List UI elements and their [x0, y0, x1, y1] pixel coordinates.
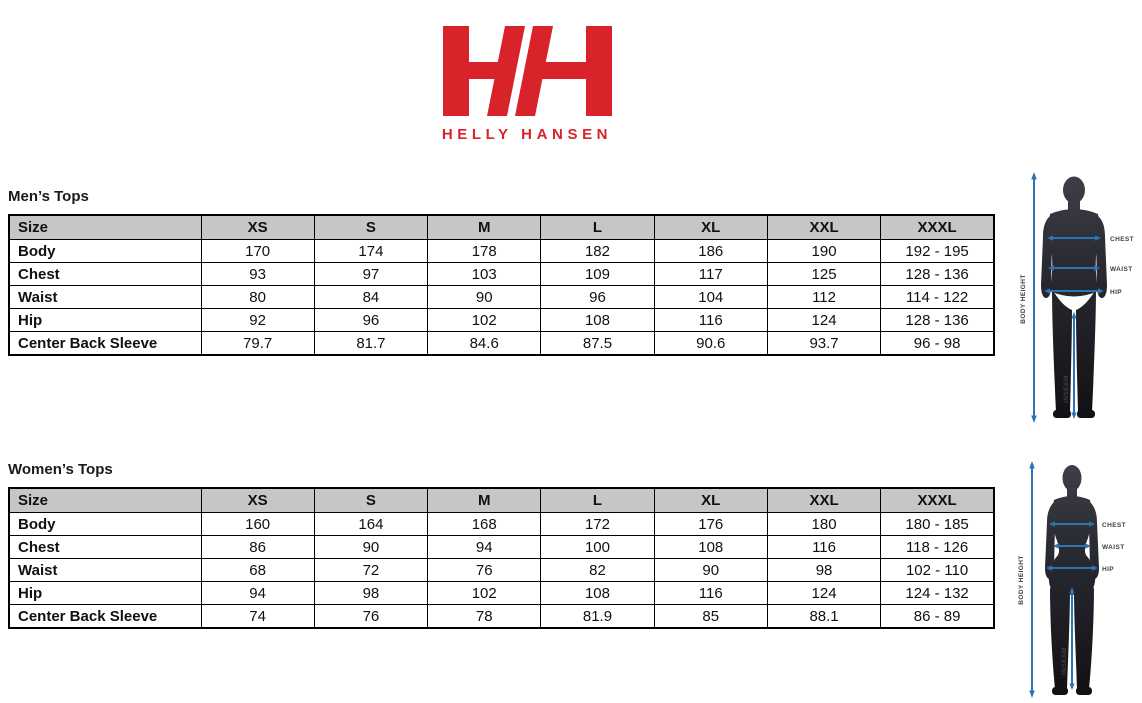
- measurement-value: 79.7: [201, 332, 314, 356]
- measurement-label: Chest: [9, 263, 201, 286]
- measurement-value: 108: [541, 309, 654, 332]
- measurement-row: [9, 286, 994, 309]
- measurement-value: 84: [314, 286, 427, 309]
- size-column-header: Size: [9, 215, 201, 240]
- measurement-row: [9, 263, 994, 286]
- size-header-row: [9, 488, 994, 513]
- measurement-value: 128 - 136: [881, 263, 994, 286]
- measurement-value: 116: [654, 582, 767, 605]
- measurement-value: 82: [541, 559, 654, 582]
- measurement-value: 86 - 89: [881, 605, 994, 629]
- measurement-value: 90: [428, 286, 541, 309]
- size-header-xl: XL: [654, 215, 767, 240]
- female-chest-label: CHEST: [1102, 522, 1127, 529]
- measurement-value: 109: [541, 263, 654, 286]
- measurement-value: 90.6: [654, 332, 767, 356]
- measurement-value: 117: [654, 263, 767, 286]
- female-hip-label: HIP: [1102, 566, 1115, 573]
- female-body-height-label: BODY HEIGHT: [1018, 555, 1025, 605]
- size-header-xxl: XXL: [767, 215, 880, 240]
- hh-emblem-icon: [443, 26, 612, 116]
- brand-wordmark: HELLY HANSEN: [441, 126, 613, 143]
- measurement-value: 116: [767, 536, 880, 559]
- measurement-value: 90: [654, 559, 767, 582]
- measurement-value: 186: [654, 240, 767, 263]
- mens-tops-size-table: [8, 214, 995, 356]
- measurement-value: 103: [428, 263, 541, 286]
- size-header-l: L: [541, 215, 654, 240]
- measurement-value: 90: [314, 536, 427, 559]
- size-header-s: S: [314, 215, 427, 240]
- measurement-row: [9, 332, 994, 356]
- measurement-label: Hip: [9, 309, 201, 332]
- male-waist-label: WAIST: [1110, 266, 1133, 273]
- size-header-s: S: [314, 488, 427, 513]
- size-header-l: L: [541, 488, 654, 513]
- measurement-value: 96 - 98: [881, 332, 994, 356]
- measurement-value: 178: [428, 240, 541, 263]
- measurement-label: Waist: [9, 559, 201, 582]
- measurement-value: 92: [201, 309, 314, 332]
- male-measurement-figure: [1012, 167, 1142, 428]
- measurement-value: 182: [541, 240, 654, 263]
- size-header-xl: XL: [654, 488, 767, 513]
- measurement-label: Body: [9, 240, 201, 263]
- measurement-value: 190: [767, 240, 880, 263]
- size-header-xxxl: XXXL: [881, 215, 994, 240]
- size-header-m: M: [428, 488, 541, 513]
- measurement-value: 100: [541, 536, 654, 559]
- female-inseam-label: INSEAM: [1061, 647, 1068, 675]
- measurement-value: 94: [201, 582, 314, 605]
- measurement-value: 76: [314, 605, 427, 629]
- measurement-value: 84.6: [428, 332, 541, 356]
- measurement-value: 128 - 136: [881, 309, 994, 332]
- measurement-value: 124 - 132: [881, 582, 994, 605]
- measurement-value: 116: [654, 309, 767, 332]
- measurement-value: 125: [767, 263, 880, 286]
- measurement-value: 87.5: [541, 332, 654, 356]
- measurement-row: [9, 309, 994, 332]
- measurement-value: 96: [541, 286, 654, 309]
- size-header-xs: XS: [201, 488, 314, 513]
- measurement-label: Body: [9, 513, 201, 536]
- measurement-row: [9, 536, 994, 559]
- measurement-value: 170: [201, 240, 314, 263]
- measurement-value: 180 - 185: [881, 513, 994, 536]
- measurement-value: 102 - 110: [881, 559, 994, 582]
- measurement-value: 81.7: [314, 332, 427, 356]
- womens-tops-title: Women’s Tops: [8, 461, 113, 478]
- measurement-value: 86: [201, 536, 314, 559]
- measurement-value: 108: [541, 582, 654, 605]
- measurement-value: 124: [767, 309, 880, 332]
- measurement-row: [9, 240, 994, 263]
- measurement-label: Center Back Sleeve: [9, 605, 201, 629]
- measurement-value: 72: [314, 559, 427, 582]
- measurement-label: Hip: [9, 582, 201, 605]
- measurement-value: 160: [201, 513, 314, 536]
- measurement-value: 112: [767, 286, 880, 309]
- male-chest-label: CHEST: [1110, 236, 1135, 243]
- size-column-header: Size: [9, 488, 201, 513]
- measurement-value: 172: [541, 513, 654, 536]
- womens-tops-size-table: [8, 487, 995, 629]
- size-header-xxl: XXL: [767, 488, 880, 513]
- measurement-value: 124: [767, 582, 880, 605]
- measurement-value: 76: [428, 559, 541, 582]
- measurement-value: 85: [654, 605, 767, 629]
- measurement-label: Center Back Sleeve: [9, 332, 201, 356]
- measurement-value: 102: [428, 309, 541, 332]
- female-waist-label: WAIST: [1102, 544, 1125, 551]
- measurement-value: 96: [314, 309, 427, 332]
- measurement-value: 108: [654, 536, 767, 559]
- measurement-value: 180: [767, 513, 880, 536]
- measurement-value: 164: [314, 513, 427, 536]
- measurement-value: 118 - 126: [881, 536, 994, 559]
- male-inseam-label: INSEAM: [1063, 375, 1070, 403]
- measurement-value: 102: [428, 582, 541, 605]
- measurement-value: 174: [314, 240, 427, 263]
- measurement-value: 176: [654, 513, 767, 536]
- measurement-row: [9, 559, 994, 582]
- measurement-value: 78: [428, 605, 541, 629]
- measurement-value: 93: [201, 263, 314, 286]
- measurement-value: 74: [201, 605, 314, 629]
- measurement-value: 68: [201, 559, 314, 582]
- mens-tops-title: Men’s Tops: [8, 188, 89, 205]
- measurement-value: 80: [201, 286, 314, 309]
- female-measurement-figure: [1012, 456, 1142, 703]
- measurement-value: 104: [654, 286, 767, 309]
- size-header-m: M: [428, 215, 541, 240]
- measurement-value: 93.7: [767, 332, 880, 356]
- measurement-row: [9, 582, 994, 605]
- measurement-label: Waist: [9, 286, 201, 309]
- size-header-xxxl: XXXL: [881, 488, 994, 513]
- measurement-value: 98: [767, 559, 880, 582]
- measurement-value: 88.1: [767, 605, 880, 629]
- male-hip-label: HIP: [1110, 289, 1123, 296]
- measurement-value: 114 - 122: [881, 286, 994, 309]
- helly-hansen-logo: [437, 26, 617, 143]
- male-body-height-label: BODY HEIGHT: [1020, 274, 1027, 324]
- measurement-value: 98: [314, 582, 427, 605]
- measurement-row: [9, 513, 994, 536]
- measurement-row: [9, 605, 994, 629]
- measurement-value: 192 - 195: [881, 240, 994, 263]
- measurement-value: 168: [428, 513, 541, 536]
- size-header-row: [9, 215, 994, 240]
- measurement-value: 81.9: [541, 605, 654, 629]
- measurement-value: 97: [314, 263, 427, 286]
- size-header-xs: XS: [201, 215, 314, 240]
- measurement-value: 94: [428, 536, 541, 559]
- measurement-label: Chest: [9, 536, 201, 559]
